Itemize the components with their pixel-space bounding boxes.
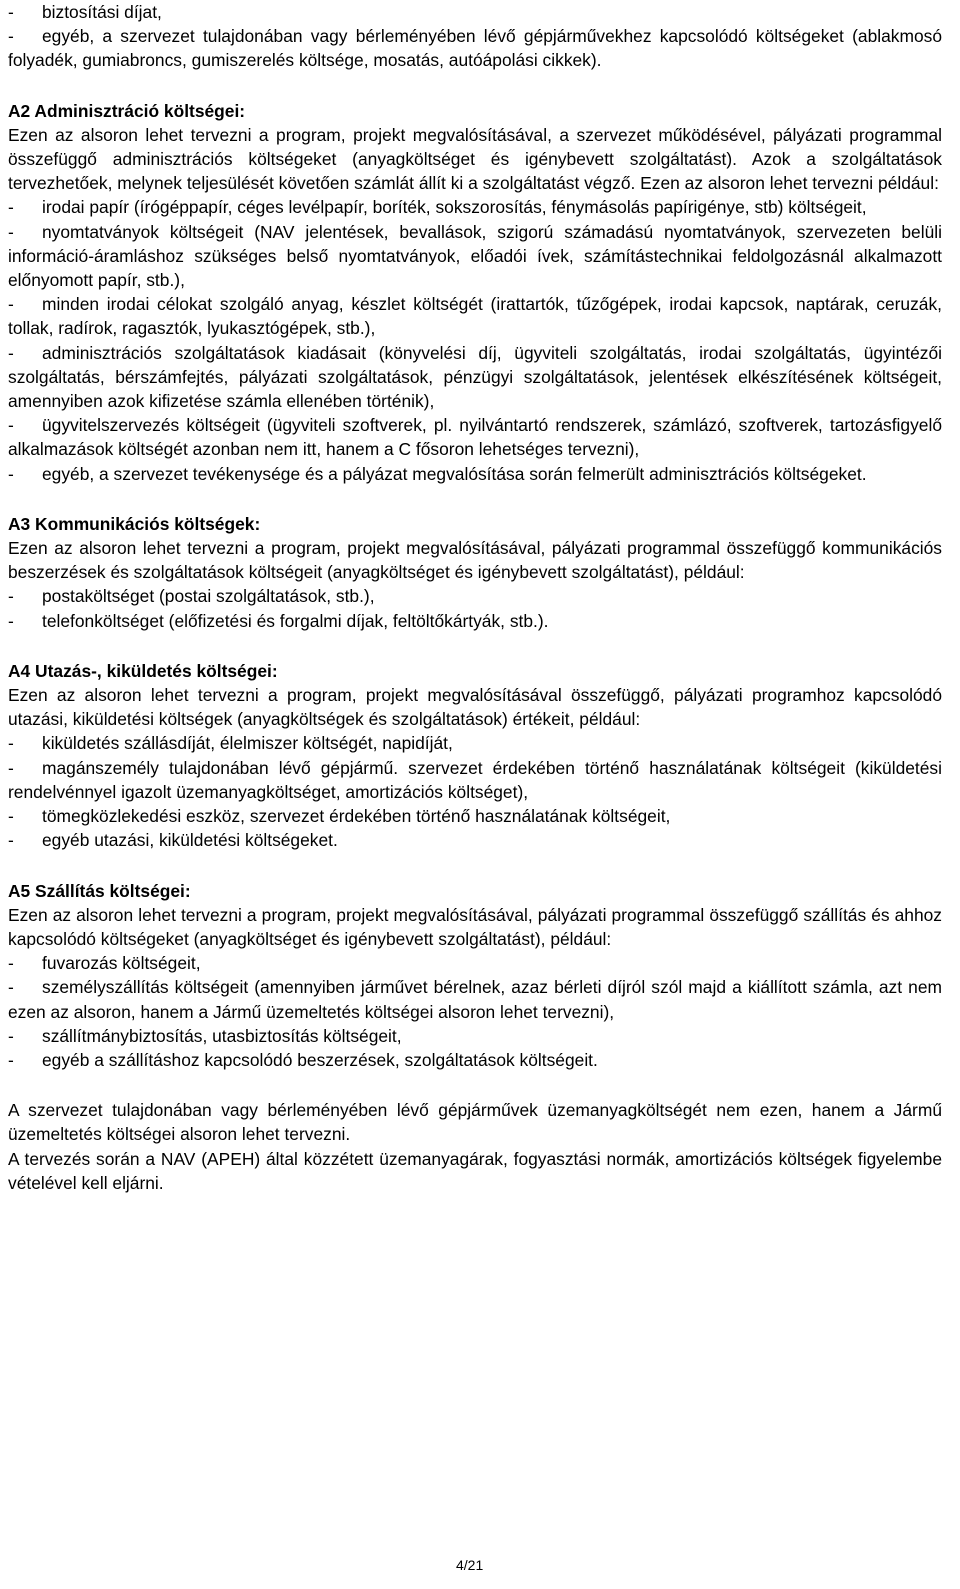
list-item-text: tömegközlekedési eszköz, szervezet érdekében történő használatának költségeit, <box>42 806 671 827</box>
list-item <box>8 1024 942 1048</box>
bullet-dash: - <box>8 1049 14 1070</box>
document-body <box>8 0 942 1195</box>
bullet-dash: - <box>8 830 14 851</box>
bullet-dash: - <box>8 2 14 22</box>
section-heading-a5: A5 Szállítás költségei: <box>8 880 191 901</box>
bullet-dash: - <box>8 757 14 778</box>
list-item <box>8 24 942 72</box>
list-item <box>8 975 942 1023</box>
list-item <box>8 804 942 828</box>
list-item-text: egyéb a szállításhoz kapcsolódó beszerzések, szolgáltatások költségeit. <box>42 1049 598 1070</box>
list-item <box>8 584 942 608</box>
list-item <box>8 609 942 633</box>
bullet-dash: - <box>8 610 14 631</box>
closing-paragraph: A szervezet tulajdonában vagy bérleményében lévő gépjárművek üzemanyagköltségét nem ezen, hanem a Jármű üzemeltetés költségei alsoron lehet tervezni. <box>8 1100 942 1145</box>
bullet-dash: - <box>8 586 14 607</box>
list-item-text: postaköltséget (postai szolgáltatások, stb.), <box>42 586 375 607</box>
section-intro-a2: Ezen az alsoron lehet tervezni a program, projekt megvalósításával, a szervezet működésével, pályázati programmal összefüggő adminisztrációs költségeket (anyagköltséget és igénybevett szolgáltatást). Azok a szolgáltatások tervezhetőek, melynek teljesülését követően számlát állít ki a szolgáltatást végző. Ezen az alsoron lehet tervezni például: <box>8 124 942 194</box>
bullet-dash: - <box>8 1025 14 1046</box>
list-item <box>8 341 942 414</box>
bullet-dash: - <box>8 415 14 436</box>
list-item-text: adminisztrációs szolgáltatások kiadásait (könyvelési díj, ügyviteli szolgáltatás, irodai szolgáltatás, ügyintézői szolgáltatás, bérszámfejtés, pályázati szolgáltatások, pénzügyi szolgáltatások, jelentések elkészítésének költségeit, amennyiben azok kifizetése számla ellenében történik), <box>8 342 942 412</box>
list-item-text: magánszemély tulajdonában lévő gépjármű. szervezet érdekében történő használatának költségeit (kiküldetési rendelvénnyel igazolt üzemanyagköltséget, amortizációs költséget), <box>8 757 942 802</box>
list-item-text: biztosítási díjat, <box>42 2 162 22</box>
list-item-text: ügyvitelszervezés költségeit (ügyviteli szoftverek, pl. nyilvántartó rendszerek, számlázó, szoftverek, tartozásfigyelő alkalmazások költségét azonban nem itt, hanem a C fősoron lehetséges tervezni), <box>8 415 942 460</box>
spacer <box>8 853 942 879</box>
spacer <box>8 486 942 512</box>
list-item-text: kiküldetés szállásdíját, élelmiszer költségét, napidíját, <box>42 733 453 754</box>
section-intro-a5: Ezen az alsoron lehet tervezni a program, projekt megvalósításával, pályázati programmal összefüggő szállítás és ahhoz kapcsolódó költségeket (anyagköltséget és igénybevett szolgáltatást), például: <box>8 904 942 949</box>
list-item <box>8 413 942 461</box>
list-item <box>8 195 942 219</box>
bullet-dash: - <box>8 197 14 218</box>
section-intro-a4: Ezen az alsoron lehet tervezni a program, projekt megvalósításával összefüggő, pályázati programhoz kapcsolódó utazási, kiküldetési költségek (anyagköltségek és szolgáltatások) értékeit, például: <box>8 685 942 730</box>
list-item <box>8 220 942 293</box>
spacer <box>8 633 942 659</box>
page-number: 4/21 <box>456 1557 484 1573</box>
list-item-text: fuvarozás költségeit, <box>42 953 201 974</box>
spacer <box>8 73 942 99</box>
list-item <box>8 462 942 486</box>
bullet-dash: - <box>8 806 14 827</box>
section-heading-a4: A4 Utazás-, kiküldetés költségei: <box>8 660 278 681</box>
bullet-dash: - <box>8 26 14 47</box>
list-item-text: irodai papír (írógéppapír, céges levélpapír, boríték, sokszorosítás, fénymásolás papírigénye, stb) költségeit, <box>42 197 867 218</box>
list-item-text: egyéb utazási, kiküldetési költségeket. <box>42 830 338 851</box>
list-item <box>8 731 942 755</box>
list-item-text: egyéb, a szervezet tulajdonában vagy bérleményében lévő gépjárművekhez kapcsolódó költségeket (ablakmosó folyadék, gumiabroncs, gumiszerelés költsége, mosatás, autóápolási cikkek). <box>8 26 942 71</box>
section-heading-a3: A3 Kommunikációs költségek: <box>8 513 261 534</box>
section-intro-a3: Ezen az alsoron lehet tervezni a program, projekt megvalósításával, pályázati programmal összefüggő kommunikációs beszerzések és szolgáltatások költségeit (anyagköltséget és igénybevett szolgáltatást), például: <box>8 538 942 583</box>
bullet-dash: - <box>8 221 14 242</box>
list-item <box>8 292 942 340</box>
bullet-dash: - <box>8 977 14 998</box>
section-heading-a2: A2 Adminisztráció költségei: <box>8 100 246 121</box>
list-item-text: egyéb, a szervezet tevékenysége és a pályázat megvalósítása során felmerült adminisztrációs költségeket. <box>42 463 867 484</box>
list-item-text: szállítmánybiztosítás, utasbiztosítás költségeit, <box>42 1025 402 1046</box>
bullet-dash: - <box>8 733 14 754</box>
list-item <box>8 0 942 24</box>
closing-paragraph: A tervezés során a NAV (APEH) által közzétett üzemanyagárak, fogyasztási normák, amortizációs költségek figyelembe vételével kell eljárni. <box>8 1148 942 1193</box>
list-item <box>8 951 942 975</box>
list-item-text: nyomtatványok költségeit (NAV jelentések, bevallások, szigorú számadású nyomtatványok, szervezeten belüli információ-áramláshoz szükséges belső nyomtatványok, előadói ívek, számítástechnikai feldolgozásnál alkalmazott előnyomott papír, stb.), <box>8 221 942 291</box>
bullet-dash: - <box>8 294 14 315</box>
list-item <box>8 828 942 852</box>
spacer <box>8 1072 942 1098</box>
bullet-dash: - <box>8 342 14 363</box>
list-item <box>8 756 942 804</box>
list-item <box>8 1048 942 1072</box>
bullet-dash: - <box>8 953 14 974</box>
list-item-text: személyszállítás költségeit (amennyiben járművet bérelnek, azaz bérleti díjról szól majd a kiállított számla, azt nem ezen az alsoron, hanem a Jármű üzemeltetés költségei alsoron lehet tervezni), <box>8 977 942 1022</box>
list-item-text: telefonköltséget (előfizetési és forgalmi díjak, feltöltőkártyák, stb.). <box>42 610 549 631</box>
bullet-dash: - <box>8 463 14 484</box>
list-item-text: minden irodai célokat szolgáló anyag, készlet költségét (irattartók, tűzőgépek, irodai kapcsok, naptárak, ceruzák, tollak, radírok, ragasztók, lyukasztógépek, stb.), <box>8 294 942 339</box>
